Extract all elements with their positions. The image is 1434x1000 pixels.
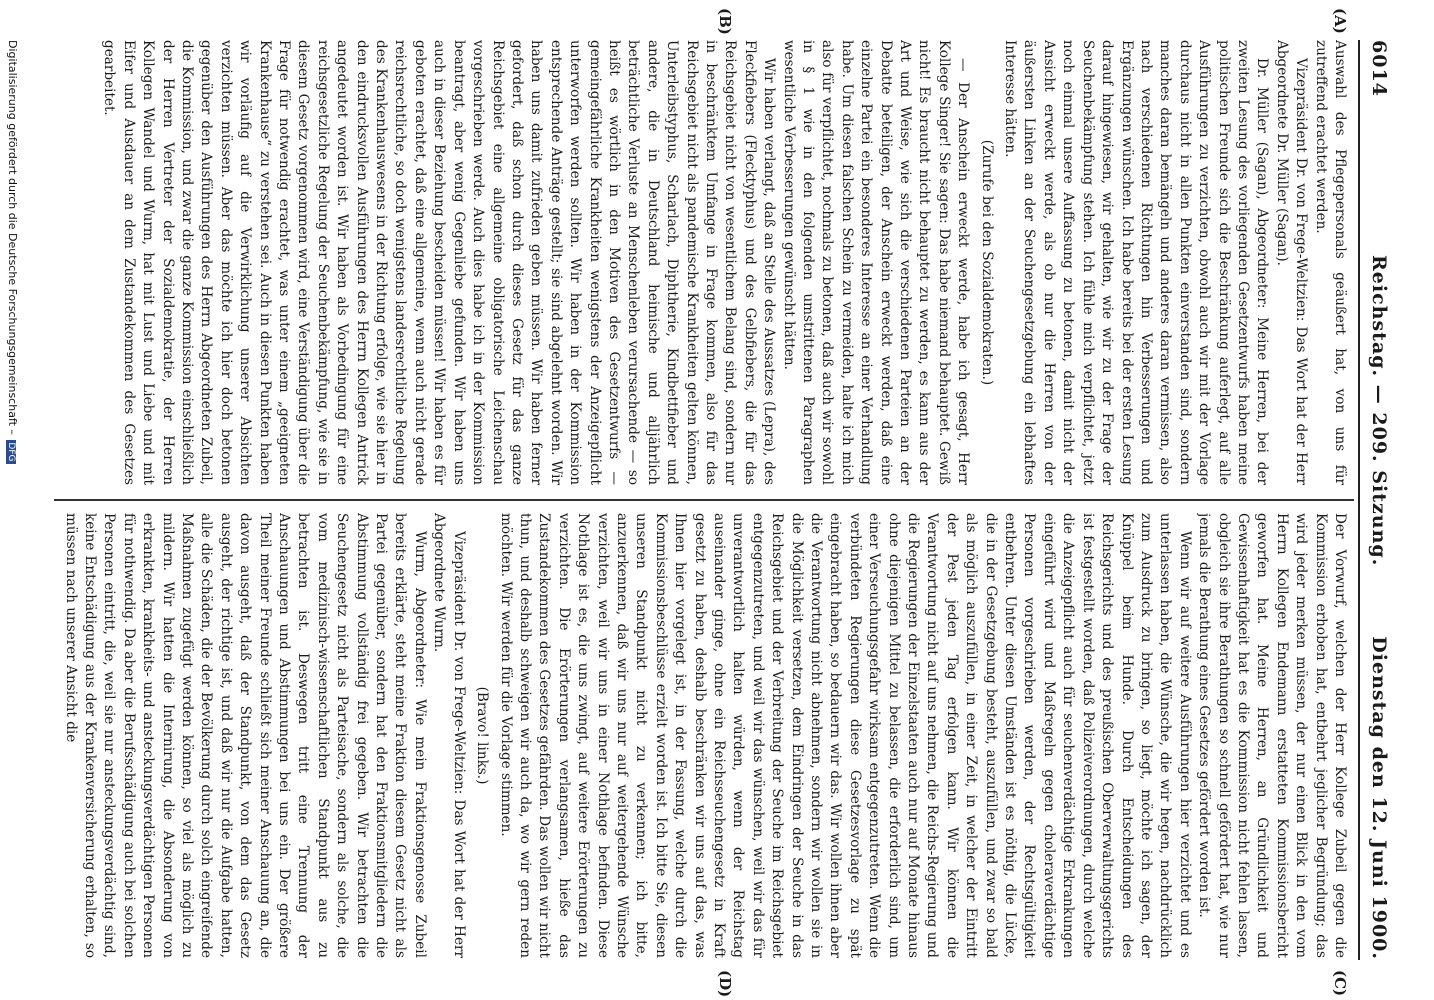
right-column	[59, 513, 1349, 958]
digitization-credit	[6, 40, 19, 464]
interjection: (Bravo! links.)	[474, 686, 491, 785]
page-header	[1364, 40, 1394, 960]
margin-mark-a: (A)	[1331, 8, 1349, 34]
paragraph: Vizepräsident Dr. von Frege-Weltzien: Das Wort hat der Herr Abgeordnete Wurm.	[431, 513, 467, 958]
dfg-logo: DFG	[6, 442, 16, 462]
margin-mark-b: (B)	[716, 8, 734, 35]
credit-text: Digitalisierung gefördert durch die Deutsche Forschungsgemeinschaft –	[6, 40, 19, 435]
session-title: Reichstag. — 209. Sitzung.	[1368, 255, 1390, 567]
newspaper-page	[49, 8, 1394, 998]
header-rule	[1358, 40, 1360, 960]
paragraph: Vizepräsident Dr. von Frege-Weltzien: Das Wort hat der Herr Abgeordnete Dr. Müller (Sagan).	[1273, 40, 1310, 485]
paragraph: Wir haben verlangt, daß an Stelle des Aussatzes (Lepra), des Fleckfiebers (Flecktyphus) und des Gelbfiebers, die für das Reichsgebiet nicht von wesentlichem Belang sind, sondern nur in beschränktem Umfange in Frage kommen, also für das Reichsgebiet nicht als pandemische Krankheiten gelten können, Unterleibstyphus, Scharlach, Diphtherie, Kindbettfieber und andere, die in Deutschland heimische und alljährlich beträchtliche Verluste an Menschenleben verursachende — so heißt es wörtlich in den Motiven des Gesetzentwurfs — gemeingefährliche Krankheiten wenigstens der Anzeigepflicht unterworfen werden sollten. Wir haben in der Kommission entsprechende Anträge gestellt; sie sind abgelehnt worden. Wir haben uns damit zufrieden geben müssen. Wir haben ferner gefordert, daß schon durch dieses Gesetz für das ganze Reichsgebiet eine allgemeine obligatorische Leichenschau vorgeschrieben werde. Auch dies habe ich in der Kommission beantragt, aber wenig Gegenliebe gefunden. Wir haben uns auch in dieser Beziehung bescheiden müssen! Wir haben es für geboten erachtet, daß eine allgemeine, wenn auch nicht gerade reichsrechtliche, so doch wenigstens landesrechtliche Regelung des Krankenhauswesens in der Richtung erfolge, wie sie hier in den eindrucksvollen Ausführungen des Herrn Kollegen Antrick angedeutet worden ist. Wir haben als Vorbedingung für eine reichsgesetzliche Regelung der Seuchenbekämpfung, wie sie in diesem Gesetz vorgenommen wird, eine Verständigung über die Frage für notwendig erachtet, was unter einem „geeigneten Krankenhause“ zu verstehen sei. Auch in diesen Punkten haben wir vorläufig auf die Verwirklichung unserer Absichten verzichten müssen. Aber das möchte ich hier doch betonen gegenüber den Ausführungen des Herrn Abgeordneten Zubeil, die Kommission, und zwar die ganze Kommission einschließlich der Herren Vertreter der Sozialdemokratie, der Herren Kollegen Wandel und Wurm, hat mit Lust und Liebe und mit Eifer und Ausdauer an dem Zustandekommen des Gesetzes gearbeitet.	[101, 40, 778, 485]
left-column	[59, 40, 1349, 485]
paragraph: — Der Anschein erweckt werde, habe ich gesagt, Herr Kollege Singer! Sie sagen: Das habe niemand behauptet. Gewiß nicht! Es braucht nicht behauptet zu werden, es kann aus der Art und Weise, wie sich die verschiedenen Parteien an der Debatte beteiligen, der Anschein erweckt werden, daß eine einzelne Partei ein besonderes Interesse an einer Verhandlung habe. Um diesen falschen Schein zu vermeiden, halte ich mich also für verpflichtet, nochmals zu betonen, daß auch wir sowohl in § 1 wie in den folgenden umstrittenen Paragraphen wesentliche Verbesserungen gewünscht hätten.	[780, 40, 972, 485]
column-divider	[54, 499, 1354, 501]
paragraph: Wurm, Abgeordneter: Wie mein Fraktionsgenosse Zubeil bereits erklärte, steht meine Fraktion diesem Gesetz nicht als Partei gegenüber, sondern hat den Fraktionsmitgliedern die Abstimmung vollständig frei gegeben. Wir betrachten die Seuchengesetz nicht als Parteisache, sondern als solche, die vom medizinisch-wissenschaftlichen Standpunkt aus zu betrachten ist. Deswegen tritt eine Trennung der Anschauungen und Abstimmungen bei uns ein. Der größere Theil meiner Freunde schließt sich meiner Anschauung an, die davon ausgeht, daß der Standpunkt, von dem das Gesetz ausgeht, der richtige ist, und daß wir nur die Aufgabe hatten, alle die Schäden, die der Bevölkerung durch solch eingreifende Maßnahmen zugefügt werden können, so viel als möglich zu mildern. Wir hatten die Internirung, die Absonderung von erkrankten, krankheits- und ansteckungsverdächtigen Personen für nothwendig. Da aber die Berufsschädigung auch bei solchen Personen eintritt, die, weil sie nur ansteckungsverdächtig sind, keine Entschädigung aus der Krankenversicherung erhalten, so müssen nach unserer Ansicht die	[62, 513, 428, 958]
paragraph: Wenn wir auf weitere Ausführungen hier verzichtet und es unterlassen haben, die Wünsche, die wir hegen, nachdrücklich zum Ausdruck zu bringen, so liegt, möchte ich sagen, der Knüppel beim Hunde. Durch Entscheidungen des Reichsgerichts und des preußischen Oberverwaltungsgerichts ist festgestellt worden, daß Polizeiverordnungen, durch welche die Anzeigepflicht auch für seuchenverdächtige Erkrankungen eingeführt wird und Maßregeln gegen choleraverdächtige Personen vorgeschrieben werden, der Rechtsgültigkeit entbehren. Unter diesen Umständen ist es nöthig, die Lücke, die in der Gesetzgebung besteht, auszufüllen, und zwar so bald als möglich auszufüllen, in einer Zeit, in welcher der Eintritt der Pest jeden Tag erfolgen kann. Wir können die Verantwortung nicht auf uns nehmen, die Reichs-Regierung und die Regierungen der Einzelstaaten auch nur auf Monate hinaus ohne diejenigen Mittel zu belassen, die erforderlich sind, um einer Verseuchungsgefahr wirksam entgegenzutreten. Wenn die verbündeten Regierungen diese Gesetzesvorlage zu spät eingebracht haben, so bedauern wir das. Wir wollen ihnen aber die Verantwortung nicht abnehmen, sondern wir wollen sie in die Möglichkeit versetzen, dem Eindringen der Seuche in das Reichsgebiet und der Verbreitung der Seuche im Reichsgebiet entgegenzutreten, und weil wir das wünschen, weil wir das für unverantwortlich halten würden, wenn der Reichstag auseinander ginge, ohne ein Reichsseuchengesetz in Kraft gesetzt zu haben, deshalb beschränken wir uns auf das, was Ihnen hier vorgelegt ist, in der Fassung, welche durch die Kommissionsbeschlüsse erzielt worden ist. Ich bitte Sie, diesen unseren Standpunkt nicht zu verkennen; ich bitte, anzuerkennen, daß wir uns nur auf weitergehende Wünsche verzichten, weil wir uns in einer Nothlage befinden. Diese Nothlage ist es, die uns zwingt, auf weitere Erörterungen zu verzichten. Die Erörterungen verlangsamen, hieße das Zustandekommen des Gesetzes gefährden. Das wollen wir nicht thun, und deshalb schweigen wir auch da, wo wir gern reden möchten. Wir werden für die Vorlage stimmen.	[497, 513, 1193, 958]
margin-mark-d: (D)	[716, 970, 734, 998]
page-number: 6014	[1368, 40, 1390, 97]
session-date: Dienstag den 12. Juni 1900.	[1368, 636, 1390, 960]
paragraph: Der Vorwurf, welchen der Herr Kollege Zubeil gegen die Kommission erhoben hat, entbehrt jeglicher Begründung; das wird jeder merken müssen, der nur einen Blick in den vom Herrn Kollegen Endemann erstatteten Kommissionsbericht geworfen hat. Meine Herren, an Gründlichkeit und Gewissenhaftigkeit hat es die Kommission nicht fehlen lassen, obgleich sie ihre Berathungen so schnell gefördert hat, wie nur jemals die Berathung eines Gesetzes gefördert worden ist.	[1196, 513, 1348, 958]
paragraph: Auswahl des Pflegepersonals geäußert hat, von uns für zutreffend erachtet werden.	[1312, 40, 1348, 485]
margin-mark-c: (C)	[1331, 970, 1349, 997]
paragraph: Dr. Müller (Sagan), Abgeordneter: Meine Herren, bei der zweiten Lesung des vorliegenden Gesetzentwurfs haben meine politischen Freunde sich die Beschränkung auferlegt, auf alle Ausführungen zu verzichten, obwohl auch wir mit der Vorlage durchaus nicht in allen Punkten einverstanden sind, sondern manches daran bemängeln und anderes daran vermissen, also nach verschiedenen Richtungen hin Verbesserungen und Ergänzungen wünschen. Ich habe bereits bei der ersten Lesung darauf hingewiesen, wir gehalten, wie wir zu der Frage der Seuchenbekämpfung stehen. Ich fühle mich verpflichtet, jetzt noch einmal unsere Auffassung zu betonen, damit nicht der Ansicht erweckt werde, als ob nur die Herren von der äußersten Linken an der Seuchengesetzgebung ein lebhaftes Interesse hätten.	[1002, 40, 1271, 485]
interjection: (Zurufe bei den Sozialdemokraten.)	[978, 139, 995, 386]
